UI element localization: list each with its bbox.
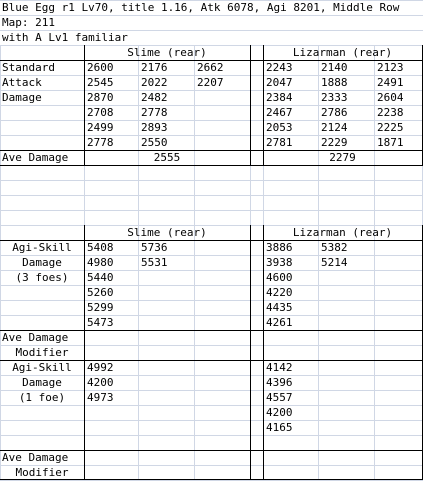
familiar-info[interactable]: with A Lv1 familiar (2, 31, 128, 44)
data-cell-slime[interactable]: 2778 (141, 106, 168, 119)
data-cell-lizarman[interactable]: 2786 (321, 106, 348, 119)
data-cell-lizarman[interactable]: 2781 (266, 136, 293, 149)
data-cell-slime[interactable]: 2662 (197, 61, 224, 74)
data-cell-slime[interactable]: 2482 (141, 91, 168, 104)
table-border (250, 45, 251, 165)
data-cell-slime[interactable]: 5440 (87, 271, 114, 284)
data-cell-slime[interactable]: 5408 (87, 241, 114, 254)
data-cell-lizarman[interactable]: 4165 (266, 421, 293, 434)
ave-damage-lizarman[interactable]: 2279 (329, 151, 356, 164)
table-border (84, 45, 85, 165)
data-cell-lizarman[interactable]: 3886 (266, 241, 293, 254)
data-cell-slime[interactable]: 4973 (87, 391, 114, 404)
row-label-agi3[interactable]: Damage (22, 256, 62, 269)
data-cell-lizarman[interactable]: 2238 (377, 106, 404, 119)
data-cell-lizarman[interactable]: 1871 (377, 136, 404, 149)
data-cell-slime[interactable]: 5736 (141, 241, 168, 254)
table-border (263, 225, 264, 480)
data-cell-lizarman[interactable]: 2229 (321, 136, 348, 149)
table-border (0, 240, 423, 241)
data-cell-lizarman[interactable]: 4142 (266, 361, 293, 374)
data-cell-slime[interactable]: 2600 (87, 61, 114, 74)
table-border (0, 165, 423, 166)
table-border (0, 60, 423, 61)
data-cell-slime[interactable]: 2176 (141, 61, 168, 74)
gridline-row (0, 435, 423, 436)
data-cell-lizarman[interactable]: 2140 (321, 61, 348, 74)
row-label-standard[interactable]: Damage (2, 91, 42, 104)
data-cell-lizarman[interactable]: 4600 (266, 271, 293, 284)
map-info[interactable]: Map: 211 (2, 16, 55, 29)
gridline-row (0, 15, 423, 16)
table-border (0, 479, 423, 480)
group-header-lizarman[interactable]: Lizarman (rear) (292, 226, 393, 239)
data-cell-slime[interactable]: 2870 (87, 91, 114, 104)
data-cell-slime[interactable]: 5473 (87, 316, 114, 329)
row-label-agi1[interactable]: (1 foe) (18, 391, 66, 404)
gridline-row (0, 180, 423, 181)
gridline-col (138, 45, 139, 479)
ave-damage-slime[interactable]: 2555 (153, 151, 181, 164)
data-cell-slime[interactable]: 2499 (87, 121, 114, 134)
data-cell-lizarman[interactable]: 3938 (266, 256, 293, 269)
gridline-col (318, 45, 319, 479)
data-cell-lizarman[interactable]: 5382 (321, 241, 348, 254)
gridline-row (0, 195, 423, 196)
data-cell-lizarman[interactable]: 2604 (377, 91, 404, 104)
ave-damage-label[interactable]: Ave Damage (2, 451, 69, 464)
gridline-row (0, 420, 423, 421)
table-border (0, 360, 423, 361)
data-cell-slime[interactable]: 2022 (141, 76, 168, 89)
row-label-agi1[interactable]: Agi-Skill (12, 361, 72, 374)
data-cell-slime[interactable]: 2708 (87, 106, 114, 119)
table-border (263, 45, 264, 165)
data-cell-lizarman[interactable]: 1888 (321, 76, 348, 89)
gridline-row (0, 105, 423, 106)
gridline-row (0, 300, 423, 301)
table-border (250, 225, 251, 480)
table-border (0, 450, 423, 451)
table-border (0, 330, 423, 331)
data-cell-slime[interactable]: 5260 (87, 286, 114, 299)
gridline-row (0, 315, 423, 316)
data-cell-slime[interactable]: 2550 (141, 136, 168, 149)
gridline-row (0, 285, 423, 286)
data-cell-lizarman[interactable]: 2384 (266, 91, 293, 104)
table-border (0, 150, 423, 151)
row-label-standard[interactable]: Standard (2, 61, 55, 74)
gridline-row (0, 120, 423, 121)
row-label-agi3[interactable]: (3 foes) (15, 271, 69, 284)
data-cell-lizarman[interactable]: 2124 (321, 121, 348, 134)
data-cell-lizarman[interactable]: 2123 (377, 61, 404, 74)
gridline-row (0, 210, 423, 211)
data-cell-lizarman[interactable]: 4220 (266, 286, 293, 299)
data-cell-slime[interactable]: 4980 (87, 256, 114, 269)
gridline-col (374, 45, 375, 479)
ave-damage-label[interactable]: Ave Damage (2, 331, 69, 344)
data-cell-lizarman[interactable]: 2467 (266, 106, 293, 119)
data-cell-lizarman[interactable]: 4396 (266, 376, 293, 389)
data-cell-lizarman[interactable]: 2225 (377, 121, 404, 134)
group-header-slime[interactable]: Slime (rear) (127, 46, 207, 59)
ave-damage-label[interactable]: Ave Damage (2, 151, 69, 164)
gridline-row (0, 135, 423, 136)
row-label-agi1[interactable]: Damage (22, 376, 62, 389)
data-cell-lizarman[interactable]: 2047 (266, 76, 293, 89)
group-header-slime[interactable]: Slime (rear) (127, 226, 207, 239)
table-border (84, 225, 85, 480)
gridline-row (0, 90, 423, 91)
data-cell-slime[interactable]: 2778 (87, 136, 114, 149)
data-cell-lizarman[interactable]: 4435 (266, 301, 293, 314)
data-cell-slime[interactable]: 5531 (141, 256, 168, 269)
data-cell-lizarman[interactable]: 5214 (321, 256, 348, 269)
data-cell-slime[interactable]: 5299 (87, 301, 114, 314)
modifier-label[interactable]: Modifier (15, 346, 69, 359)
data-cell-lizarman[interactable]: 4261 (266, 316, 293, 329)
data-cell-slime[interactable]: 2545 (87, 76, 114, 89)
data-cell-slime[interactable]: 4200 (87, 376, 114, 389)
modifier-label[interactable]: Modifier (15, 466, 69, 479)
gridline-col (194, 45, 195, 479)
data-cell-lizarman[interactable]: 2491 (377, 76, 404, 89)
data-cell-lizarman[interactable]: 4557 (266, 391, 293, 404)
gridline-row (0, 405, 423, 406)
data-cell-slime[interactable]: 4992 (87, 361, 114, 374)
data-cell-slime[interactable]: 2893 (141, 121, 168, 134)
data-cell-lizarman[interactable]: 4200 (266, 406, 293, 419)
data-cell-lizarman[interactable]: 2333 (321, 91, 348, 104)
row-label-standard[interactable]: Attack (2, 76, 42, 89)
data-cell-slime[interactable]: 2207 (197, 76, 224, 89)
group-header-lizarman[interactable]: Lizarman (rear) (292, 46, 393, 59)
data-cell-lizarman[interactable]: 2053 (266, 121, 293, 134)
sheet-title[interactable]: Blue Egg r1 Lv70, title 1.16, Atk 6078, Agi 8201, Middle Row (2, 1, 400, 14)
data-cell-lizarman[interactable]: 2243 (266, 61, 293, 74)
row-label-agi3[interactable]: Agi-Skill (12, 241, 72, 254)
